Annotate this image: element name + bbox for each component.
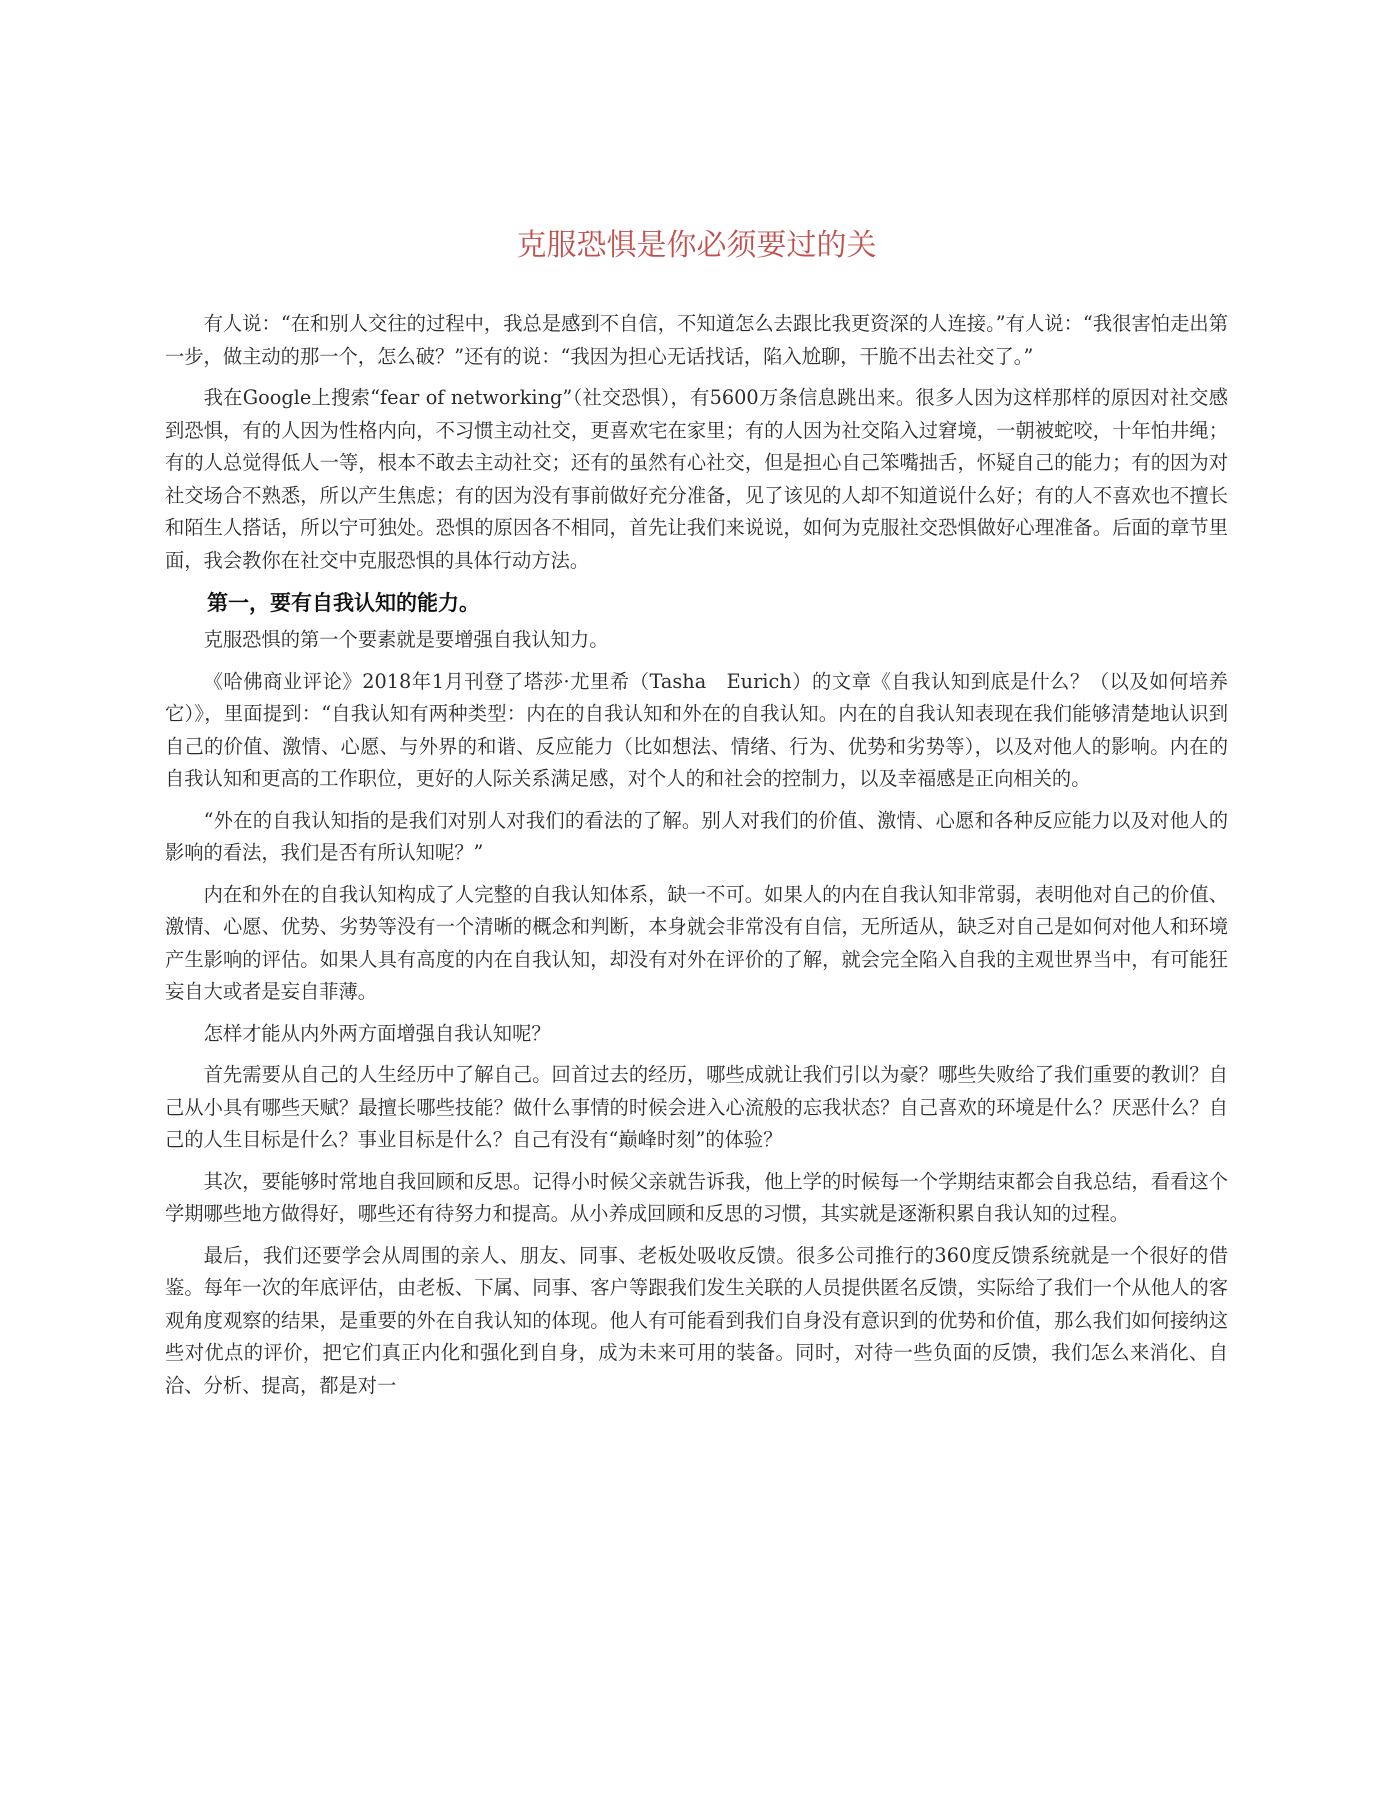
document-title: 克服恐惧是你必须要过的关 [516,228,877,263]
paragraph: 我在Google上搜索“fear of networking”（社交恐惧），有5600万条信息跳出来。很多人因为这样那样的原因对社交感到恐惧，有的人因为性格内向，不习惯主动社交，更喜欢宅在家里；有的人因为社交陷入过窘境，一朝被蛇咬，十年怕井绳；有的人总觉得低人一等，根本不敢去主动社交；还有的虽然有心社交，但是担心自己笨嘴拙舌，怀疑自己的能力；有的因为对社交场合不熟悉，所以产生焦虑；有的因为没有事前做好充分准备，见了该见的人却不知道说什么好；有的人不喜欢也不擅长和陌生人搭话，所以宁可独处。恐惧的原因各不相同，首先让我们来说说，如何为克服社交恐惧做好心理准备。后面的章节里面，我会教你在社交中克服恐惧的具体行动方法。 [165,386,1228,572]
paragraph: 最后，我们还要学会从周围的亲人、朋友、同事、老板处吸收反馈。很多公司推行的360度反馈系统就是一个很好的借鉴。每年一次的年底评估，由老板、下属、同事、客户等跟我们发生关联的人员提供匿名反馈，实际给了我们一个从他人的客观角度观察的结果，是重要的外在自我认知的体现。他人有可能看到我们自身没有意识到的优势和价值，那么我们如何接纳这些对优点的评价，把它们真正内化和强化到自身，成为未来可用的装备。同时，对待一些负面的反馈，我们怎么来消化、自洽、分析、提高，都是对一 [165,1243,1228,1397]
paragraph: 《哈佛商业评论》2018年1月刊登了塔莎·尤里希（Tasha Eurich）的文章《自我认知到底是什么？（以及如何培养它）》，里面提到：“自我认知有两种类型：内在的自我认知和外在的自我认知。内在的自我认知表现在我们能够清楚地认识到自己的价值、激情、心愿、与外界的和谐、反应能力（比如想法、情绪、行为、优势和劣势等），以及对他人的影响。内在的自我认知和更高的工作职位，更好的人际关系满足感，对个人的和社会的控制力，以及幸福感是正向相关的。 [165,669,1228,790]
paragraph: 怎样才能从内外两方面增强自我认知呢？ [203,1021,551,1045]
paragraph: 内在和外在的自我认知构成了人完整的自我认知体系，缺一不可。如果人的内在自我认知非常弱，表明他对自己的价值、激情、心愿、优势、劣势等没有一个清晰的概念和判断，本身就会非常没有自信，无所适从，缺乏对自己是如何对他人和环境产生影响的评估。如果人具有高度的内在自我认知，却没有对外在评价的了解，就会完全陷入自我的主观世界当中，有可能狂妄自大或者是妄自菲薄。 [165,882,1228,1003]
paragraph: 克服恐惧的第一个要素就是要增强自我认知力。 [203,628,609,651]
document-content [165,226,1228,1411]
paragraph: 首先需要从自己的人生经历中了解自己。回首过去的经历，哪些成就让我们引以为豪？哪些失败给了我们重要的教训？自己从小具有哪些天赋？最擅长哪些技能？做什么事情的时候会进入心流般的忘我状态？自己喜欢的环境是什么？厌恶什么？自己的人生目标是什么？事业目标是什么？自己有没有“巅峰时刻”的体验？ [165,1063,1228,1151]
paragraph: “外在的自我认知指的是我们对别人对我们的看法的了解。别人对我们的价值、激情、心愿和各种反应能力以及对他人的影响的看法，我们是否有所认知呢？” [165,808,1228,864]
paragraph: 有人说：“在和别人交往的过程中，我总是感到不自信，不知道怎么去跟比我更资深的人连接。”有人说：“我很害怕走出第一步，做主动的那一个，怎么破？”还有的说：“我因为担心无话找话，陷入尬聊，干脆不出去社交了。” [165,312,1228,368]
section-heading: 第一，要有自我认知的能力。 [207,591,480,615]
paragraph: 其次，要能够时常地自我回顾和反思。记得小时候父亲就告诉我，他上学的时候每一个学期结束都会自我总结，看看这个学期哪些地方做得好，哪些还有待努力和提高。从小养成回顾和反思的习惯，其实就是逐渐积累自我认知的过程。 [165,1169,1228,1225]
